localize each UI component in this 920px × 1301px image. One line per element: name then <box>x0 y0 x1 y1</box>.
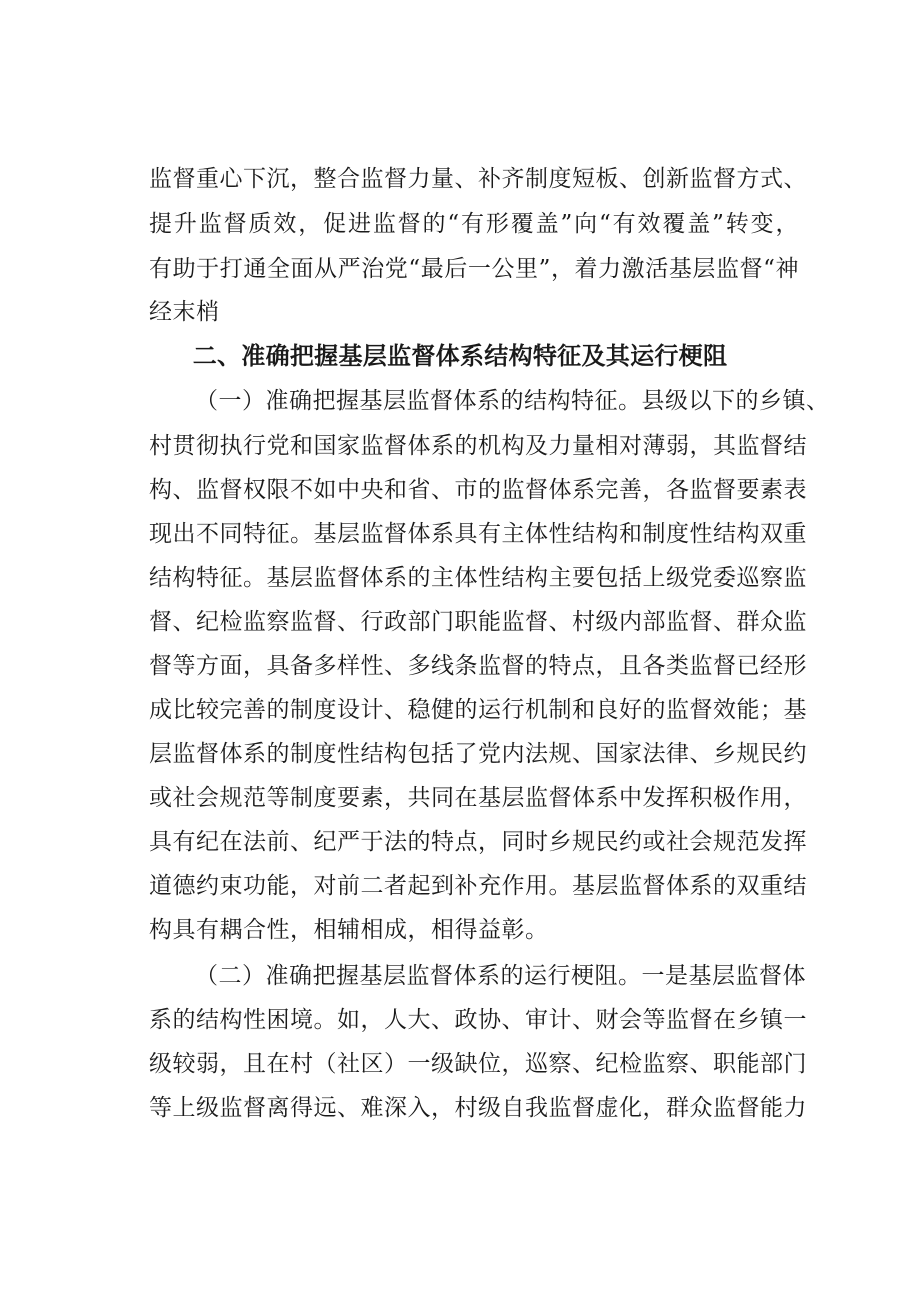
paragraph1-line-13: 构具有耦合性，相辅相成，相得益彰。 <box>149 917 549 943</box>
intro-line-4: 经末梢 <box>149 299 220 325</box>
paragraph1-line-11: 具有纪在法前、纪严于法的特点，同时乡规民约或社会规范发挥 <box>149 829 807 855</box>
intro-line-3: 有助于打通全面从严治党“最后一公里”，着力激活基层监督“神 <box>149 256 799 282</box>
paragraph1-line-5: 结构特征。基层监督体系的主体性结构主要包括上级党委巡察监 <box>149 565 807 591</box>
paragraph2-line-4: 等上级监督离得远、难深入，村级自我监督虚化，群众监督能力 <box>149 1095 807 1121</box>
paragraph1-line-6: 督、纪检监察监督、行政部门职能监督、村级内部监督、群众监 <box>149 609 807 635</box>
intro-line-2: 提升监督质效，促进监督的“有形覆盖”向“有效覆盖”转变， <box>149 211 799 237</box>
paragraph1-line-8: 成比较完善的制度设计、稳健的运行机制和良好的监督效能；基 <box>149 697 807 723</box>
paragraph2-line-2: 系的结构性困境。如，人大、政协、审计、财会等监督在乡镇一 <box>149 1007 807 1033</box>
paragraph1-line-9: 层监督体系的制度性结构包括了党内法规、国家法律、乡规民约 <box>149 741 807 767</box>
paragraph1-line-10: 或社会规范等制度要素，共同在基层监督体系中发挥积极作用， <box>149 785 807 811</box>
intro-line-1: 监督重心下沉，整合监督力量、补齐制度短板、创新监督方式、 <box>149 166 807 192</box>
section-heading: 二、准确把握基层监督体系结构特征及其运行梗阻 <box>192 342 728 370</box>
paragraph1-line-3: 构、监督权限不如中央和省、市的监督体系完善，各监督要素表 <box>149 477 807 503</box>
paragraph2-line-3: 级较弱，且在村（社区）一级缺位，巡察、纪检监察、职能部门 <box>149 1051 807 1077</box>
paragraph1-line-4: 现出不同特征。基层监督体系具有主体性结构和制度性结构双重 <box>149 521 807 547</box>
paragraph1-line-12: 道德约束功能，对前二者起到补充作用。基层监督体系的双重结 <box>149 873 807 899</box>
paragraph1-line-2: 村贯彻执行党和国家监督体系的机构及力量相对薄弱，其监督结 <box>149 433 807 459</box>
paragraph2-line-1: （二）准确把握基层监督体系的运行梗阻。一是基层监督体 <box>195 963 806 989</box>
paragraph1-line-1: （一）准确把握基层监督体系的结构特征。县级以下的乡镇、 <box>195 388 830 414</box>
paragraph1-line-7: 督等方面，具备多样性、多线条监督的特点，且各类监督已经形 <box>149 653 807 679</box>
